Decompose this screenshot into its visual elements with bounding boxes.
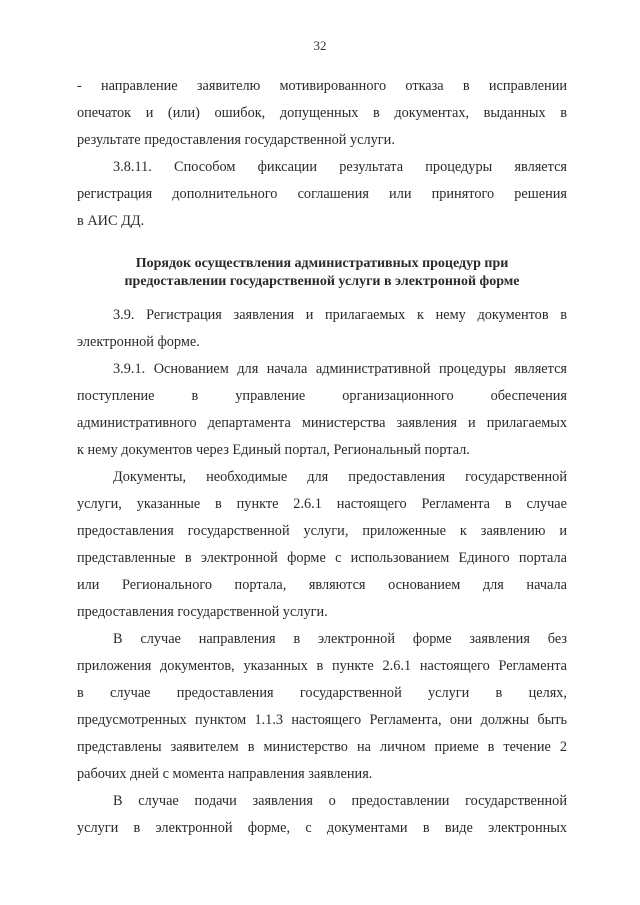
text-line: к нему документов через Единый портал, Региональный портал. xyxy=(77,442,470,458)
text-line: в случае предоставления государственной услуги в целях, xyxy=(77,685,567,701)
text-line: поступление в управление организационного обеспечения xyxy=(77,388,567,404)
text-line: - направление заявителю мотивированного отказа в исправлении xyxy=(77,78,567,94)
text-line: представленные в электронной форме с использованием Единого портала xyxy=(77,550,567,566)
text-line: предоставления государственной услуги. xyxy=(77,604,328,620)
text-line: услуги в электронной форме, с документами в виде электронных xyxy=(77,820,567,836)
text-line: опечаток и (или) ошибок, допущенных в документах, выданных в xyxy=(77,105,567,121)
text-line: В случае подачи заявления о предоставлении государственной xyxy=(113,793,567,809)
text-line: в АИС ДД. xyxy=(77,213,145,229)
text-line: электронной форме. xyxy=(77,334,200,350)
text-line: 3.9.1. Основанием для начала административной процедуры является xyxy=(113,361,567,377)
text-line: представлены заявителем в министерство на личном приеме в течение 2 xyxy=(77,739,567,755)
text-line: приложения документов, указанных в пункте 2.6.1 настоящего Регламента xyxy=(77,658,567,674)
page-number: 32 xyxy=(313,38,327,53)
text-line: предоставления государственной услуги, приложенные к заявлению и xyxy=(77,523,567,539)
text-line: рабочих дней с момента направления заявления. xyxy=(77,766,373,782)
text-line: 3.8.11. Способом фиксации результата процедуры является xyxy=(113,159,567,175)
text-line: административного департамента министерства заявления и прилагаемых xyxy=(77,415,567,431)
text-line: 3.9. Регистрация заявления и прилагаемых к нему документов в xyxy=(113,307,567,323)
text-line: Документы, необходимые для предоставления государственной xyxy=(113,469,567,485)
text-line: регистрация дополнительного соглашения или принятого решения xyxy=(77,186,567,202)
text-line: услуги, указанные в пункте 2.6.1 настоящего Регламента в случае xyxy=(77,496,567,512)
text-line: или Регионального портала, являются основанием для начала xyxy=(77,577,567,593)
section-heading-line-2: предоставлении государственной услуги в электронной форме xyxy=(124,274,520,289)
text-line: результате предоставления государственной услуги. xyxy=(77,132,395,148)
text-line: В случае направления в электронной форме заявления без xyxy=(113,631,567,647)
section-heading-line-1: Порядок осуществления административных процедур при xyxy=(135,256,509,271)
text-line: предусмотренных пунктом 1.1.3 настоящего Регламента, они должны быть xyxy=(77,712,567,728)
